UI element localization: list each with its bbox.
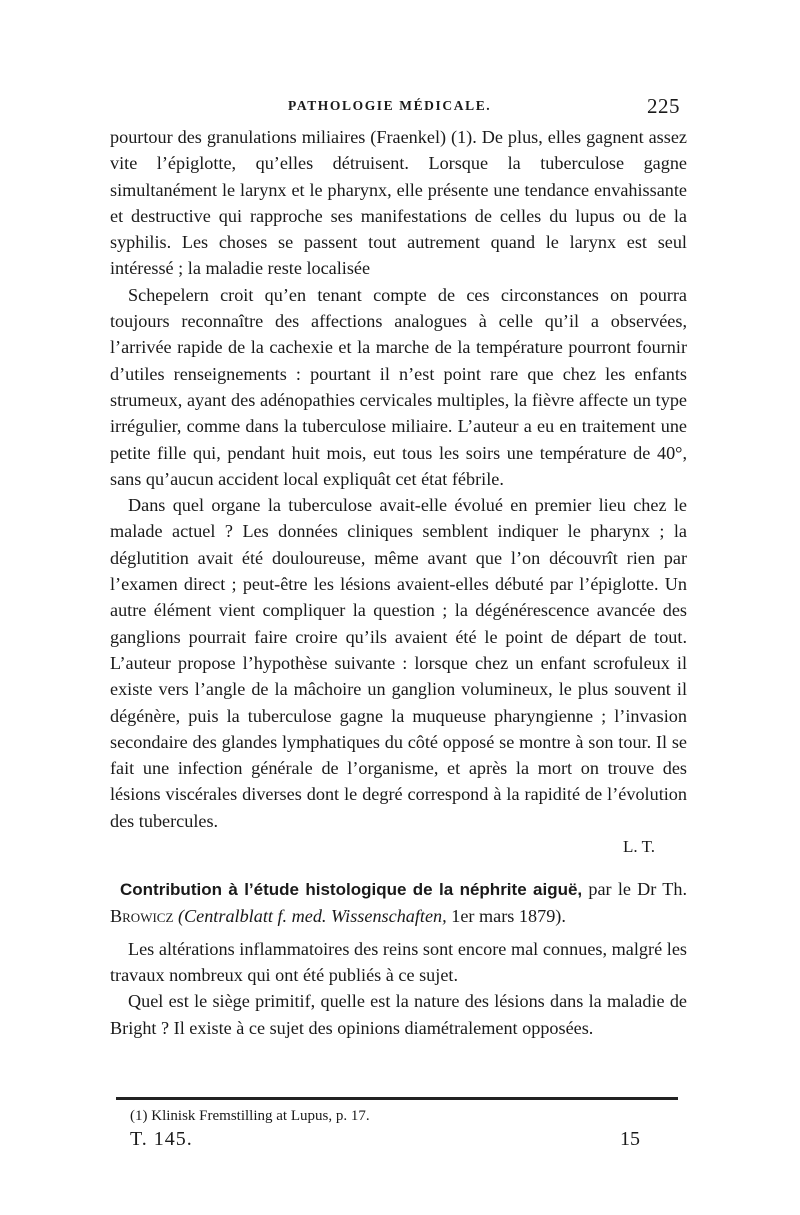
citation-date: 1er mars 1879). (451, 906, 566, 927)
footnote-divider (116, 1097, 678, 1100)
paragraph-continuation: pourtour des granulations miliaires (Fraenkel) (1). De plus, elles gagnent assez vite l’épiglotte, qu’elles détruisent. Lorsque la tuberculose gagne simultanément le larynx et le pharynx, elle présente une tendance envahissante et destructive qui rapproche ses manifestations de celles du lupus ou de la syphilis. Les choses se passent tout autrement quand le larynx est seul intéressé ; la maladie reste localisée (110, 127, 687, 279)
journal-citation: (Centralblatt f. med. Wissenschaften, (177, 906, 447, 927)
paragraph-organ-question: Dans quel organe la tuberculose avait-elle évolué en premier lieu chez le malade actuel ? Les données cliniques semblent indiquer le pharynx ; la déglutition avait été douloureuse, même avant que l’on découvrît rien par l’examen direct ; peut-être les lésions avaient-elles débuté par l’épiglotte. Un autre élément vient compliquer la question ; la dégénérescence avancée des ganglions pourrait faire croire qu’ils avaient été le point de départ de tout. L’auteur propose l’hypothèse suivante : lorsque chez un enfant scrofuleux il existe vers l’angle de la mâchoire un ganglion volumineux, le plus souvent il dégénère, puis la tuberculose gagne la muqueuse pharyngienne ; l’invasion secondaire des glandes lymphatiques du côté opposé se montre à son tour. Il se fait une infection générale de l’organisme, et après la mort on trouve des lésions viscérales diverses dont le degré correspond à la rapidité de l’évolution des tubercules. (110, 495, 687, 831)
article-heading (110, 876, 687, 930)
author-name: Browicz (110, 906, 174, 927)
author-prefix: Dr Th. (637, 879, 687, 900)
paragraph-schepelern: Schepelern croit qu’en tenant compte de ces circonstances on pourra toujours reconnaître des affections analogues à celle qu’il a observées, l’arrivée rapide de la cachexie et la marche de la température pourront fournir d’utiles renseignements : pourtant il n’est point rare que chez les enfants strumeux, ayant des adénopathies cervicales multiples, la fièvre affecte un type irrégulier, comme dans la tuberculose miliaire. L’auteur a eu en traitement une petite fille qui, pendant huit mois, eut tous les soirs une température de 40°, sans qu’aucun accident local expliquât cet état fébrile. (110, 284, 687, 489)
footnote: (1) Klinisk Fremstilling at Lupus, p. 17. (130, 1108, 370, 1124)
running-title: PATHOLOGIE MÉDICALE. (288, 98, 492, 113)
article-body (110, 936, 687, 1041)
article-title: Contribution à l’étude histologique de la néphrite aiguë, (120, 880, 583, 900)
author-initials: L. T. (623, 837, 655, 857)
main-text-block (110, 124, 687, 1041)
article-paragraph: Quel est le siège primitif, quelle est la nature des lésions dans la maladie de Bright ? Il existe à ce sujet des opinions diamétralement opposées. (110, 991, 687, 1038)
article-paragraph: Les altérations inflammatoires des reins sont encore mal connues, malgré les travaux nombreux qui ont été publiés à ce sujet. (110, 938, 687, 985)
sheet-number: 15 (620, 1128, 640, 1150)
article-by: par le (588, 879, 631, 900)
page-number: 225 (647, 94, 680, 118)
running-header (110, 96, 680, 120)
printer-signature-mark: T. 145. (130, 1128, 193, 1150)
